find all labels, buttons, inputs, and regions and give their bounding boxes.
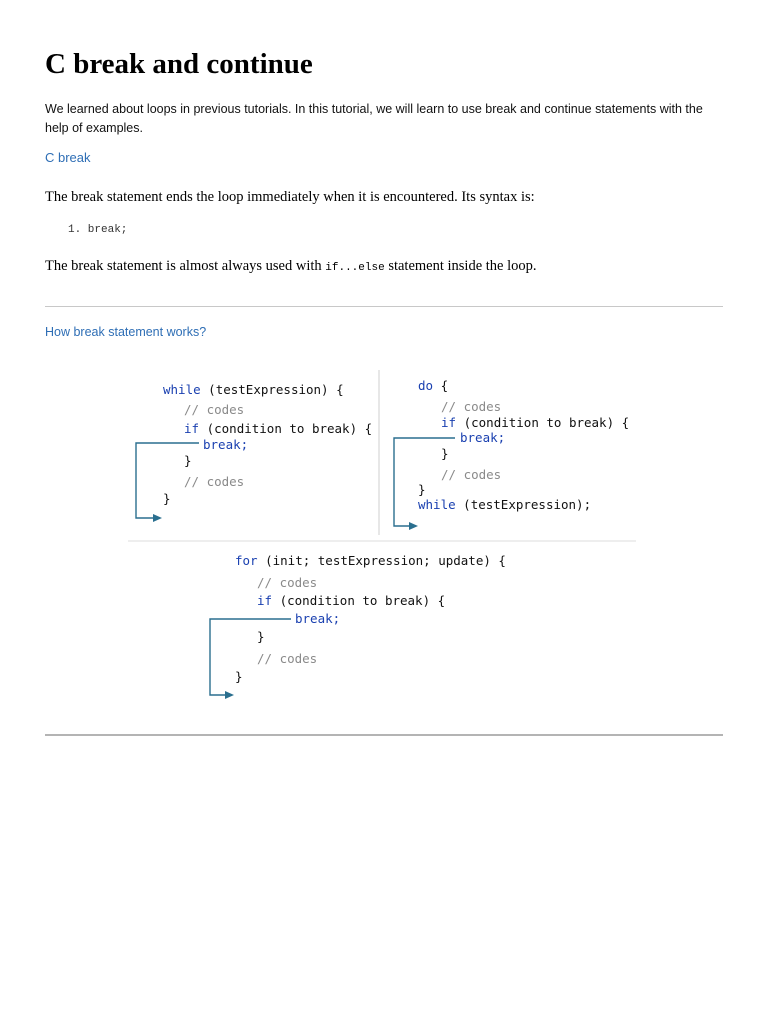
while-loop-diagram	[136, 382, 372, 522]
syntax-code-block: 1. break;	[68, 224, 128, 236]
while-comment-2: // codes	[184, 474, 245, 489]
for-if-line	[257, 593, 445, 608]
do-comment-1: // codes	[441, 399, 502, 414]
section-heading-how-break-works[interactable]: How break statement works?	[45, 325, 207, 339]
while-if-keyword: if	[184, 421, 200, 436]
for-comment-2: // codes	[257, 651, 318, 666]
while-break-statement: break;	[203, 437, 249, 452]
for-exit-arrow-icon	[225, 691, 234, 699]
while-keyword: while	[163, 382, 201, 397]
do-while-tail-rest: (testExpression);	[455, 497, 592, 512]
do-if-rest: (condition to break) {	[456, 415, 630, 430]
divider-bottom	[45, 734, 723, 736]
do-header-line	[418, 378, 448, 393]
do-while-loop-diagram	[394, 378, 629, 530]
usage-text-before: The break statement is almost always used with	[45, 258, 326, 274]
page-title: C break and continue	[45, 48, 313, 80]
while-header-rest: (testExpression) {	[200, 382, 344, 397]
while-if-rest: (condition to break) {	[199, 421, 373, 436]
do-if-keyword: if	[441, 415, 457, 430]
intro-paragraph: We learned about loops in previous tutorials. In this tutorial, we will learn to use break and continue statements with the help of examples.	[45, 102, 703, 135]
section-heading-c-break[interactable]: C break	[45, 150, 91, 165]
do-keyword: do	[418, 378, 434, 393]
do-if-close: }	[441, 446, 449, 461]
do-break-statement: break;	[460, 430, 506, 445]
do-while-keyword: while	[418, 497, 456, 512]
while-if-close: }	[184, 453, 192, 468]
while-loop-close: }	[163, 491, 171, 506]
do-exit-arrow-icon	[409, 522, 418, 530]
for-if-keyword: if	[257, 593, 273, 608]
for-if-close: }	[257, 629, 265, 644]
for-if-rest: (condition to break) {	[272, 593, 446, 608]
do-if-line	[441, 415, 629, 430]
while-comment-1: // codes	[184, 402, 245, 417]
for-header-rest: (init; testExpression; update) {	[257, 553, 506, 568]
usage-text-after: statement inside the loop.	[384, 258, 537, 274]
do-header-rest: {	[433, 378, 449, 393]
for-loop-diagram	[210, 553, 506, 699]
for-keyword: for	[235, 553, 258, 568]
for-break-statement: break;	[295, 611, 341, 626]
break-description: The break statement ends the loop immediately when it is encountered. Its syntax is:	[45, 189, 535, 205]
for-comment-1: // codes	[257, 575, 318, 590]
do-loop-close: }	[418, 482, 426, 497]
while-header-line	[163, 382, 344, 397]
inline-code-if-else: if...else	[325, 262, 385, 274]
do-while-tail-line	[418, 497, 591, 512]
while-exit-arrow-icon	[153, 514, 162, 522]
for-loop-close: }	[235, 669, 243, 684]
for-header-line	[235, 553, 506, 568]
while-if-line	[184, 421, 372, 436]
do-comment-2: // codes	[441, 467, 502, 482]
